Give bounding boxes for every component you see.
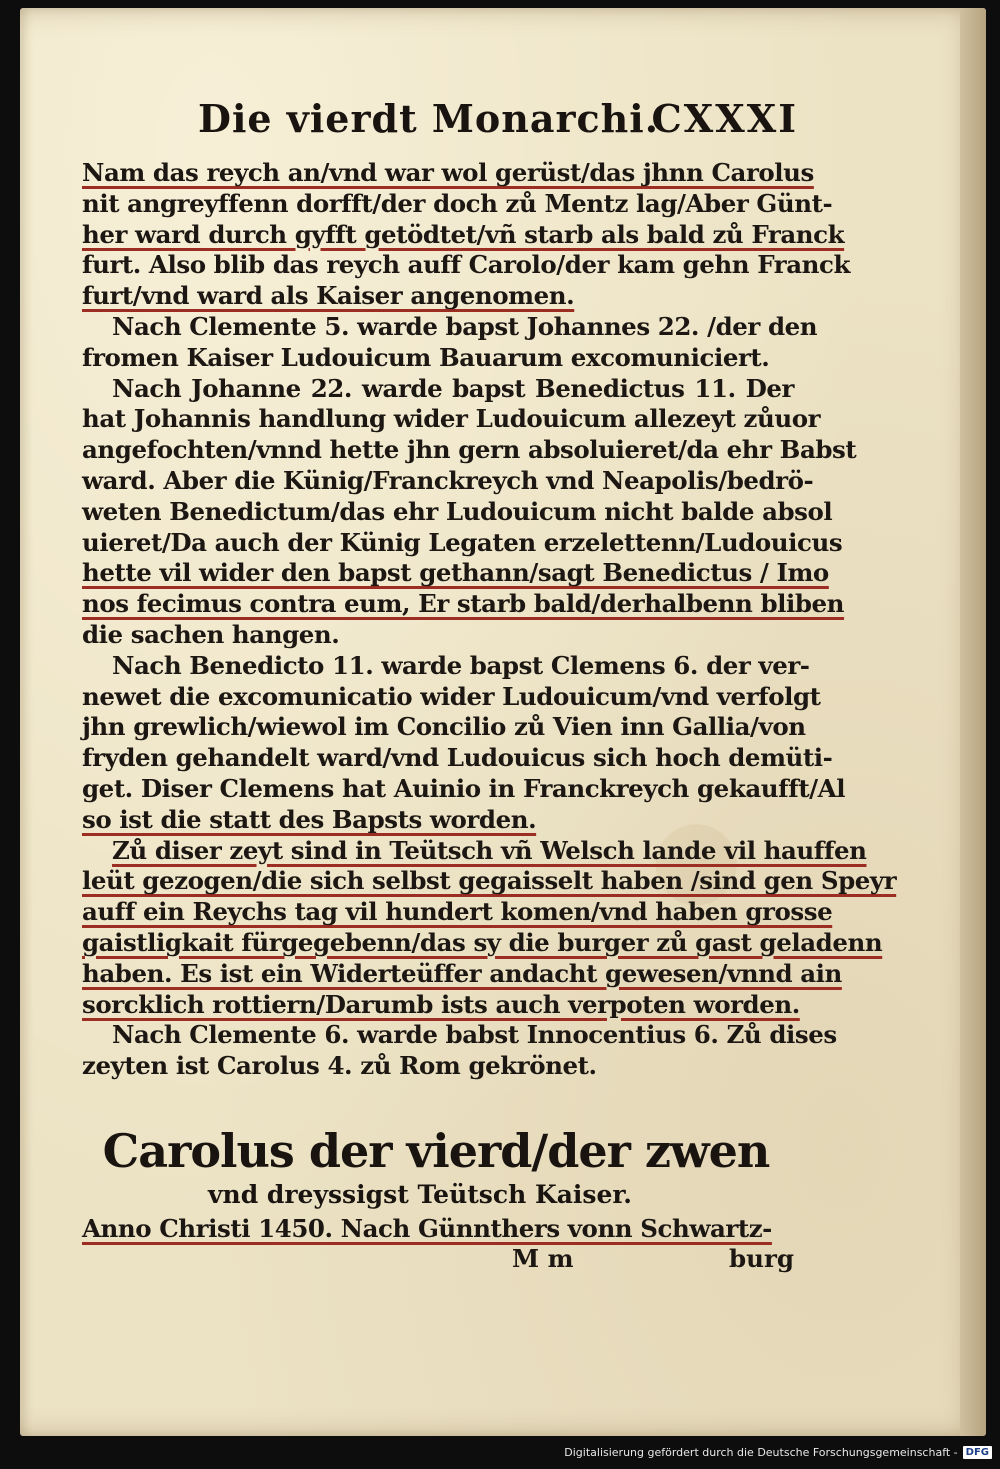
text-line: gaistligkait fürgegebenn/das sy die burger zů gast geladenn — [82, 927, 883, 957]
text-line: zeyten ist Carolus 4. zů Rom gekrönet. — [82, 1051, 597, 1081]
text-line: leüt gezogen/die sich selbst gegaisselt haben /sind gen Speyr — [82, 866, 897, 896]
text-line: weten Benedictum/das ehr Ludouicum nicht balde absol — [82, 496, 833, 526]
text-line: angefochten/vnnd hette jhn gern absoluieret/da ehr Babst — [82, 435, 857, 465]
text-line: so ist die statt des Bapsts worden. — [82, 804, 537, 834]
catchword: burg — [729, 1244, 794, 1273]
text-line: hat Johannis handlung wider Ludouicum allezeyt zůuor — [82, 404, 821, 434]
funding-credit: Digitalisierung gefördert durch die Deutsche Forschungsgemeinschaft - — [564, 1445, 958, 1459]
section-subheading: vnd dreyssigst Teütsch Kaiser. — [208, 1180, 632, 1209]
page-catchline — [82, 1244, 794, 1276]
book-page — [20, 8, 986, 1436]
text-line: nit angreyffenn dorfft/der doch zů Mentz lag/Aber Günt- — [82, 188, 833, 218]
text-line: get. Diser Clemens hat Auinio in Franckreych gekaufft/Al — [82, 773, 846, 803]
text-line: die sachen hangen. — [82, 619, 340, 649]
dfg-logo: DFG — [963, 1446, 992, 1459]
text-line: hette vil wider den bapst gethann/sagt Benedictus / Imo — [82, 558, 829, 588]
text-line: Nach Benedicto 11. warde bapst Clemens 6. der ver- — [112, 650, 810, 680]
running-title: Die vierdt Monarchi. — [198, 96, 659, 141]
digitization-footer — [564, 1443, 992, 1461]
text-line: furt. Also blib das reych auff Carolo/der kam gehn Franck — [82, 250, 850, 280]
text-line: auff ein Reychs tag vil hundert komen/vnd haben grosse — [82, 897, 833, 927]
text-line: Nach Clemente 5. warde bapst Johannes 22. /der den — [112, 311, 818, 341]
anno-text — [82, 1214, 794, 1245]
text-line: Nam das reych an/vnd war wol gerüst/das jhnn Carolus — [82, 158, 814, 187]
page-edge — [960, 8, 986, 1436]
text-line: Nach Clemente 6. warde babst Innocentius 6. Zů dises — [112, 1020, 837, 1050]
text-line: nos fecimus contra eum, Er starb bald/derhalbenn bliben — [82, 589, 845, 619]
text-line: Zů diser zeyt sind in Teütsch vñ Welsch lande vil hauffen — [112, 835, 867, 865]
text-line: ward. Aber die Künig/Franckreych vnd Neapolis/bedrö- — [82, 465, 814, 495]
text-line: Nach Johanne 22. warde bapst Benedictus 11. Der — [112, 373, 794, 403]
section-heading: Carolus der vierd/der zwen — [102, 1124, 770, 1178]
text-line: furt/vnd ward als Kaiser angenomen. — [82, 281, 575, 311]
text-line: her ward durch gyfft getödtet/vñ starb als bald zů Franck — [82, 219, 845, 249]
text-line: fromen Kaiser Ludouicum Bauarum excomuniciert. — [82, 342, 770, 372]
text-line: jhn grewlich/wiewol im Concilio zů Vien inn Gallia/von — [82, 712, 806, 742]
body-text — [82, 158, 897, 1082]
signature-mark: M m — [512, 1244, 574, 1273]
text-line: fryden gehandelt ward/vnd Ludouicus sich hoch demüti- — [82, 743, 833, 773]
text-line: sorcklich rottiern/Darumb ists auch verpoten worden. — [82, 989, 800, 1019]
text-line: haben. Es ist ein Widerteüffer andacht gewesen/vnnd ain — [82, 958, 842, 988]
folio-number: CXXXI — [651, 96, 798, 141]
anno-line: Anno Christi 1450. Nach Günnthers vonn Schwartz- — [82, 1214, 772, 1243]
text-line: uieret/Da auch der Künig Legaten erzelettenn/Ludouicus — [82, 527, 843, 557]
page-header — [198, 96, 798, 156]
text-line: newet die excomunicatio wider Ludouicum/vnd verfolgt — [82, 681, 821, 711]
